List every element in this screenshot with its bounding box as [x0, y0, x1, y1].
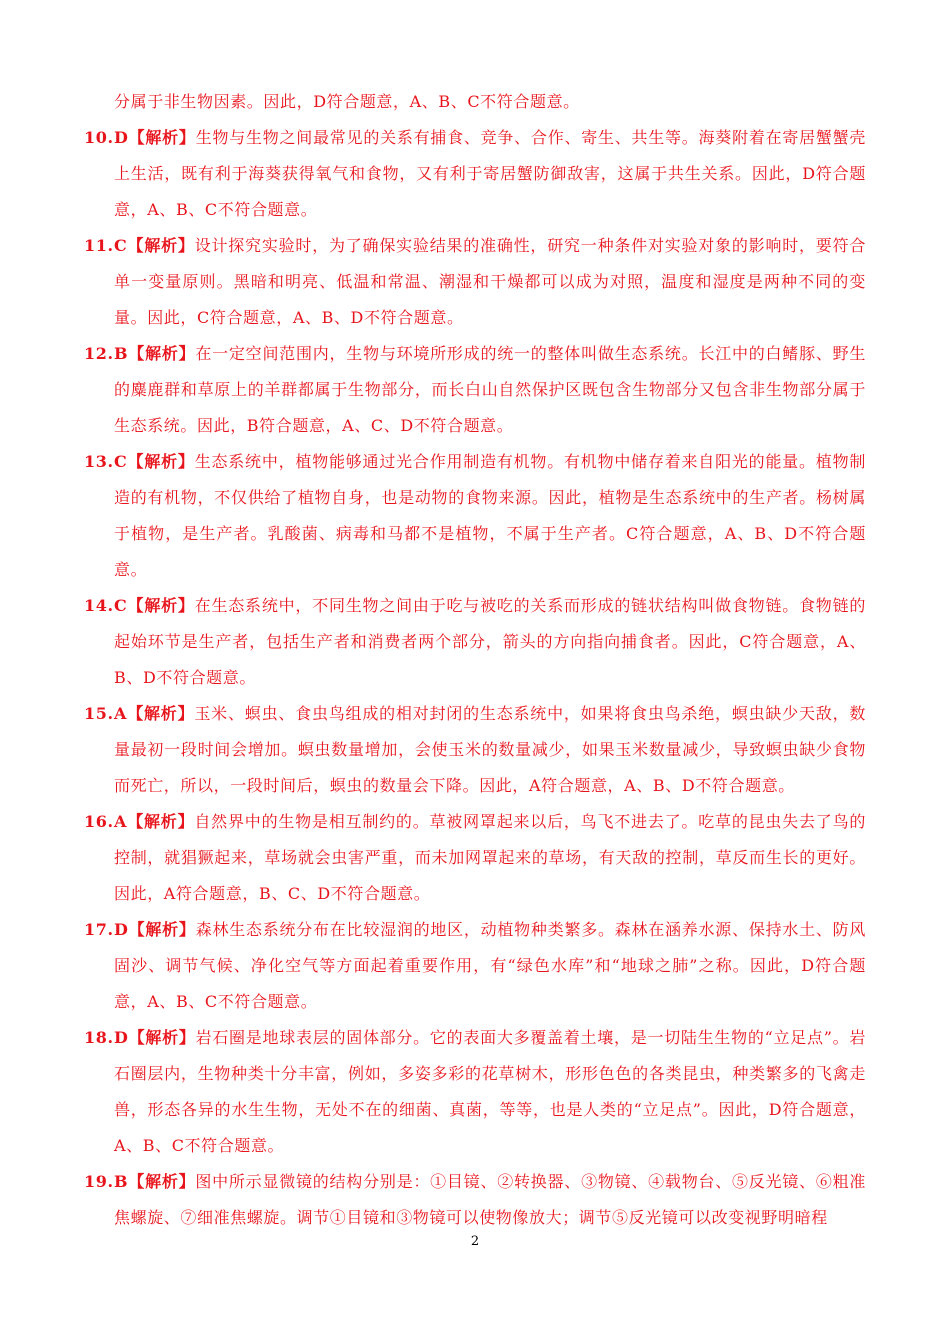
- explanation-item-10: [84, 120, 866, 228]
- explanation-item-12: [84, 336, 866, 444]
- explanation-item-17: [84, 912, 866, 1020]
- item-text: 在生态系统中，不同生物之间由于吃与被吃的关系而形成的链状结构叫做食物链。食物链的起始环节是生产者，包括生产者和消费者两个部分，箭头的方向指向捕食者。因此，C符合题意，A、B、D不符合题意。: [114, 596, 866, 687]
- explanation-item-14: [84, 588, 866, 696]
- item-answer: D: [114, 920, 129, 939]
- item-answer: C: [114, 596, 128, 615]
- item-text: 设计探究实验时，为了确保实验结果的准确性，研究一种条件对实验对象的影响时，要符合单一变量原则。黑暗和明亮、低温和常温、潮湿和干燥都可以成为对照，温度和湿度是两种不同的变量。因此，C符合题意，A、B、D不符合题意。: [114, 236, 866, 327]
- explanation-item-16: [84, 804, 866, 912]
- item-answer: D: [114, 128, 129, 147]
- item-answer: A: [114, 704, 128, 723]
- analysis-tag: 【解析】: [127, 596, 195, 615]
- item-number: 17.: [84, 920, 114, 939]
- item-number: 12.: [84, 344, 114, 363]
- item-number: 16.: [84, 812, 114, 831]
- analysis-tag: 【解析】: [128, 1028, 196, 1047]
- item-text: 在一定空间范围内，生物与环境所形成的统一的整体叫做生态系统。长江中的白鳍豚、野生的麋鹿群和草原上的羊群都属于生物部分，而长白山自然保护区既包含生物部分又包含非生物部分属于生态系统。因此，B符合题意，A、C、D不符合题意。: [114, 344, 866, 435]
- item-answer: B: [114, 344, 129, 363]
- analysis-tag: 【解析】: [128, 920, 196, 939]
- item-number: 11.: [84, 236, 114, 255]
- continuation-paragraph: 分属于非生物因素。因此，D符合题意，A、B、C不符合题意。: [114, 92, 580, 111]
- item-answer: C: [114, 452, 128, 471]
- explanation-item-13: [84, 444, 866, 588]
- item-text: 玉米、螟虫、食虫鸟组成的相对封闭的生态系统中，如果将食虫鸟杀绝，螟虫缺少天敌，数量最初一段时间会增加。螟虫数量增加，会使玉米的数量减少，如果玉米数量减少，导致螟虫缺少食物而死亡，所以，一段时间后，螟虫的数量会下降。因此，A符合题意，A、B、D不符合题意。: [114, 704, 866, 795]
- item-number: 18.: [84, 1028, 114, 1047]
- analysis-tag: 【解析】: [128, 344, 196, 363]
- answer-explanations: [84, 84, 866, 1236]
- item-number: 10.: [84, 128, 114, 147]
- item-text: 自然界中的生物是相互制约的。草被网罩起来以后，鸟飞不进去了。吃草的昆虫失去了鸟的控制，就猖獗起来，草场就会虫害严重，而未加网罩起来的草场，有天敌的控制，草反而生长的更好。因此，A符合题意，B、C、D不符合题意。: [114, 812, 866, 903]
- item-number: 19.: [84, 1172, 114, 1191]
- explanation-item-19: [84, 1164, 866, 1236]
- item-text: 生物与生物之间最常见的关系有捕食、竞争、合作、寄生、共生等。海葵附着在寄居蟹蟹壳上生活，既有利于海葵获得氧气和食物，又有利于寄居蟹防御敌害，这属于共生关系。因此，D符合题意，A、B、C不符合题意。: [114, 128, 866, 219]
- page-number: 2: [470, 1234, 480, 1249]
- explanation-item-18: [84, 1020, 866, 1164]
- analysis-tag: 【解析】: [127, 812, 195, 831]
- item-number: 13.: [84, 452, 114, 471]
- item-text: 森林生态系统分布在比较湿润的地区，动植物种类繁多。森林在涵养水源、保持水土、防风固沙、调节气候、净化空气等方面起着重要作用，有“绿色水库”和“地球之肺”之称。因此，D符合题意，A、B、C不符合题意。: [114, 920, 866, 1011]
- item-number: 14.: [84, 596, 114, 615]
- explanation-item-11: [84, 228, 866, 336]
- item-answer: A: [114, 812, 128, 831]
- explanation-item-15: [84, 696, 866, 804]
- item-number: 15.: [84, 704, 114, 723]
- analysis-tag: 【解析】: [128, 1172, 196, 1191]
- item-answer: D: [114, 1028, 129, 1047]
- analysis-tag: 【解析】: [127, 236, 195, 255]
- item-answer: C: [114, 236, 128, 255]
- analysis-tag: 【解析】: [127, 704, 195, 723]
- analysis-tag: 【解析】: [128, 128, 196, 147]
- item-text: 岩石圈是地球表层的固体部分。它的表面大多覆盖着土壤，是一切陆生生物的“立足点”。岩石圈层内，生物种类十分丰富，例如，多姿多彩的花草树木，形形色色的各类昆虫，种类繁多的飞禽走兽，形态各异的水生生物，无处不在的细菌、真菌，等等，也是人类的“立足点”。因此，D符合题意，A、B、C不符合题意。: [114, 1028, 866, 1155]
- item-text: 生态系统中，植物能够通过光合作用制造有机物。有机物中储存着来自阳光的能量。植物制造的有机物，不仅供给了植物自身，也是动物的食物来源。因此，植物是生态系统中的生产者。杨树属于植物，是生产者。乳酸菌、病毒和马都不是植物，不属于生产者。C符合题意，A、B、D不符合题意。: [114, 452, 866, 579]
- item-text: 图中所示显微镜的结构分别是：①目镜、②转换器、③物镜、④载物台、⑤反光镜、⑥粗准焦螺旋、⑦细准焦螺旋。调节①目镜和③物镜可以使物像放大；调节⑤反光镜可以改变视野明暗程: [114, 1172, 866, 1227]
- item-answer: B: [114, 1172, 129, 1191]
- analysis-tag: 【解析】: [127, 452, 195, 471]
